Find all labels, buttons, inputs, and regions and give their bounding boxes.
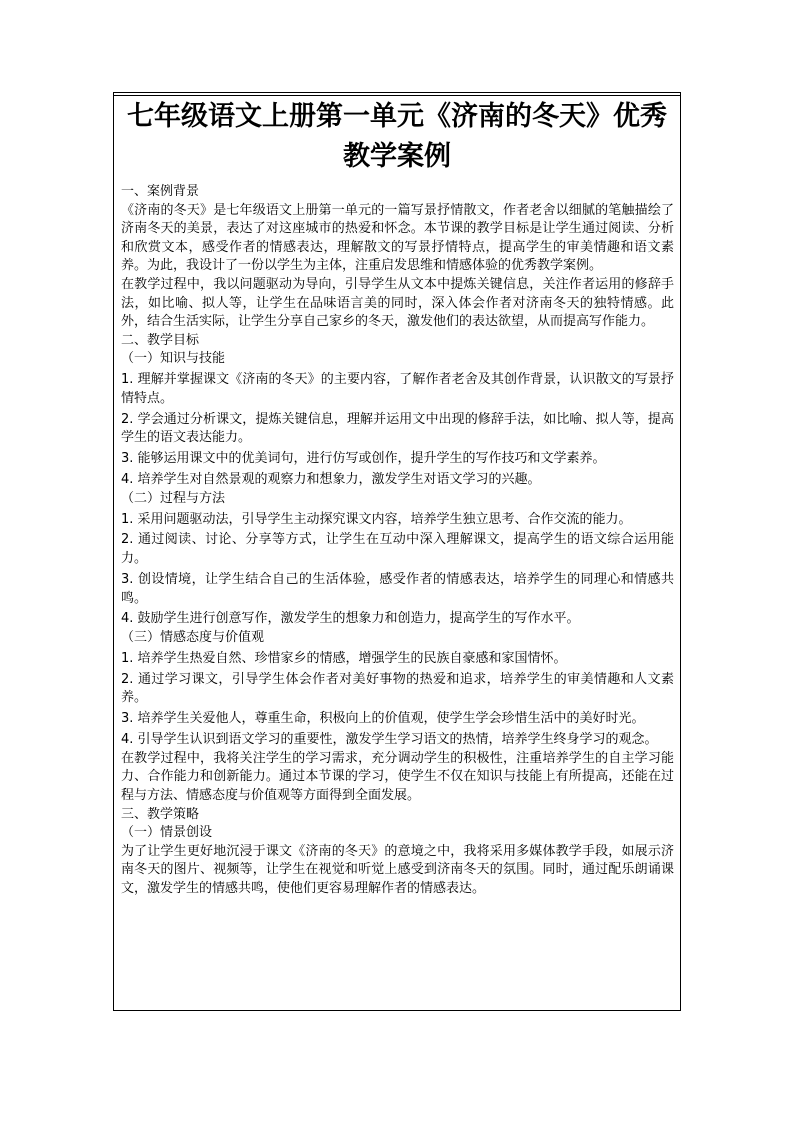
section-heading: 三、教学策略 — [121, 806, 200, 822]
section-heading: 二、教学目标 — [121, 332, 200, 348]
subsection-heading: （一）情景创设 — [121, 825, 213, 841]
subsection-heading: （二）过程与方法 — [121, 490, 226, 506]
list-item: 4. 鼓励学生进行创意写作，激发学生的想象力和创造力，提高学生的写作水平。 — [121, 611, 580, 627]
list-item: 3. 培养学生关爱他人，尊重生命，积极向上的价值观，使学生学会珍惜生活中的美好时光。 — [121, 711, 645, 727]
section-heading: 一、案例背景 — [121, 184, 200, 199]
list-item: 4. 培养学生对自然景观的观察力和想象力，激发学生对语文学习的兴趣。 — [121, 472, 541, 488]
document-frame — [113, 92, 681, 1011]
paragraph: 在教学过程中，我将关注学生的学习需求，充分调动学生的积极性，注重培养学生的自主学习能力、合作能力和创新能力。通过本节课的学习，使学生不仅在知识与技能上有所提高，还能在过程与方法、情感态度与价值观等方面得到全面发展。 — [121, 750, 674, 803]
list-item: 2. 通过学习课文，引导学生体会作者对美好事物的热爱和追求，培养学生的审美情趣和人文素养。 — [121, 671, 674, 706]
subsection-heading: （一）知识与技能 — [121, 351, 226, 367]
list-item: 1. 培养学生热爱自然、珍惜家乡的情感，增强学生的民族自豪感和家国情怀。 — [121, 650, 567, 666]
document-body — [121, 183, 674, 899]
list-item: 4. 引导学生认识到语文学习的重要性，激发学生学习语文的热情，培养学生终身学习的观念。 — [121, 732, 658, 748]
paragraph: 为了让学生更好地沉浸于课文《济南的冬天》的意境之中，我将采用多媒体教学手段，如展示济南冬天的图片、视频等，让学生在视觉和听觉上感受到济南冬天的氛围。同时，通过配乐朗诵课文，激发学生的情感共鸣，使他们更容易理解作者的情感表达。 — [121, 843, 674, 896]
list-item: 3. 能够运用课文中的优美词句，进行仿写或创作，提升学生的写作技巧和文学素养。 — [121, 451, 606, 467]
paragraph: 《济南的冬天》是七年级语文上册第一单元的一篇写景抒情散文，作者老舍以细腻的笔触描绘了济南冬天的美景，表达了对这座城市的热爱和怀念。本节课的教学目标是让学生通过阅读、分析和欣赏文本，感受作者的情感表达，理解散文的写景抒情特点，提高学生的审美情趣和语文素养。为此，我设计了一份以学生为主体，注重启发思维和情感体验的优秀教学案例。 — [121, 202, 674, 274]
document-title: 七年级语文上册第一单元《济南的冬天》优秀教学案例 — [127, 101, 667, 172]
list-item: 1. 理解并掌握课文《济南的冬天》的主要内容，了解作者老舍及其创作背景，认识散文的写景抒情特点。 — [121, 372, 674, 406]
list-item: 2. 学会通过分析课文，提炼关键信息，理解并运用文中出现的修辞手法，如比喻、拟人等，提高学生的语文表达能力。 — [121, 411, 674, 446]
list-item: 1. 采用问题驱动法，引导学生主动探究课文内容，培养学生独立思考、合作交流的能力。 — [121, 511, 632, 527]
subsection-heading: （三）情感态度与价值观 — [121, 630, 265, 646]
list-item: 2. 通过阅读、讨论、分享等方式，让学生在互动中深入理解课文，提高学生的语文综合运用能力。 — [121, 532, 674, 567]
paragraph: 在教学过程中，我以问题驱动为导向，引导学生从文本中提炼关键信息，关注作者运用的修辞手法，如比喻、拟人等，让学生在品味语言美的同时，深入体会作者对济南冬天的独特情感。此外，结合生活实际，让学生分享自己家乡的冬天，激发他们的表达欲望，从而提高写作能力。 — [121, 276, 674, 330]
list-item: 3. 创设情境，让学生结合自己的生活体验，感受作者的情感表达，培养学生的同理心和情感共鸣。 — [121, 571, 674, 606]
